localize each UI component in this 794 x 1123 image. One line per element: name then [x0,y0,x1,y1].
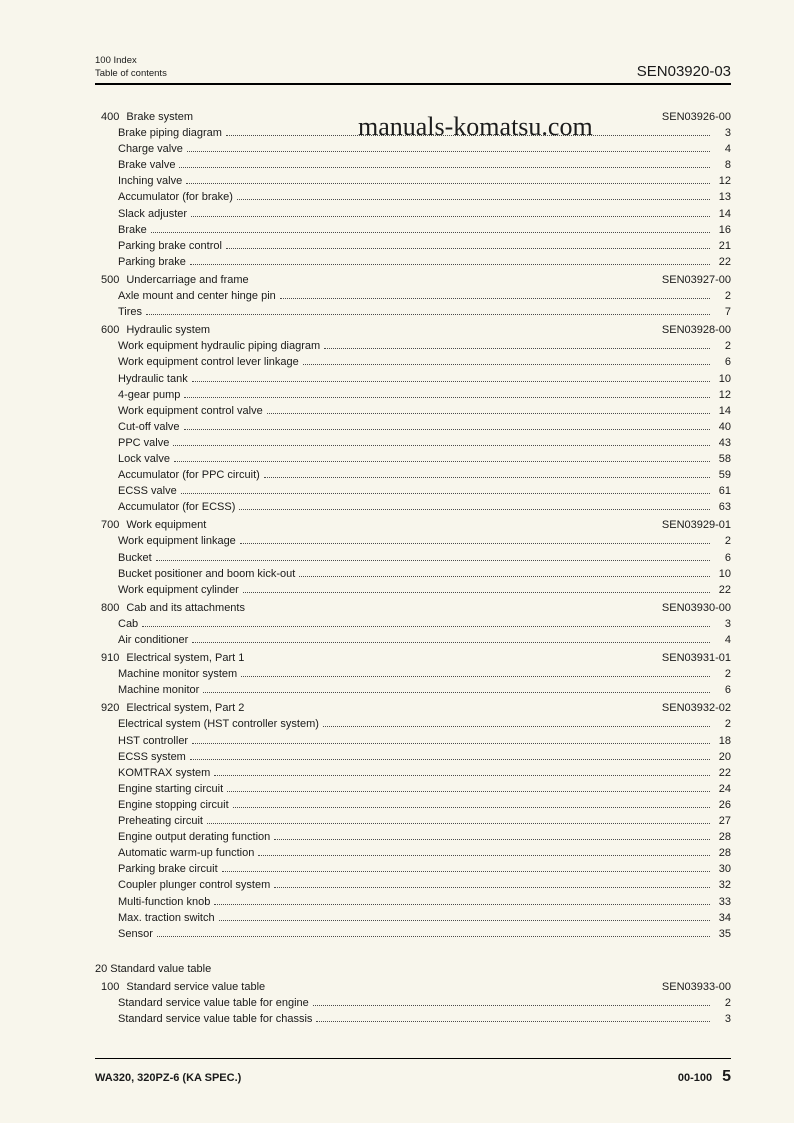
toc-entry [95,765,731,781]
toc-entry-title: Standard service value table for chassis [118,1013,313,1026]
toc-entry [95,797,731,813]
toc-entry-page: 16 [718,223,731,236]
toc-entry-title: Hydraulic tank [118,372,188,385]
toc-entry-page: 6 [724,356,731,369]
toc-entry-page: 43 [718,436,731,449]
toc-entry-title: ECSS system [118,750,186,763]
dot-leader [222,871,710,872]
toc-entry [95,616,731,632]
toc-section-number: 500 [101,273,120,286]
dot-leader [240,543,710,544]
toc-section-name: Work equipment [126,519,207,532]
toc-entry-page: 3 [724,127,731,140]
toc-entry-page: 27 [718,815,731,828]
dot-leader [151,232,710,233]
dot-leader [190,759,710,760]
toc-entry-title: Work equipment control valve [118,404,263,417]
toc-entry-title: Slack adjuster [118,207,188,220]
toc-entry [95,749,731,765]
toc-entry [95,419,731,435]
toc-entry-page: 26 [718,798,731,811]
toc-entry [95,682,731,698]
toc-entry-page: 12 [718,175,731,188]
dot-leader [192,642,710,643]
toc-section-name: Hydraulic system [126,324,211,337]
toc-entry-page: 6 [724,684,731,697]
toc-section-number: 700 [101,519,120,532]
toc-entry-page: 22 [718,255,731,268]
toc-entry [95,238,731,254]
toc-entry-page: 2 [724,535,731,548]
toc-section-title [101,517,206,533]
dot-leader [233,807,710,808]
toc-entry-title: Machine monitor system [118,668,238,681]
toc-section-title [101,272,249,288]
header-doc-number: SEN03920-03 [636,63,731,80]
toc-entry-title: Engine output derating function [118,831,271,844]
toc-entry-title: Parking brake control [118,239,222,252]
toc-section-title [101,700,244,716]
toc-entry-page: 58 [718,452,731,465]
dot-leader [184,429,710,430]
toc-section-title [101,600,245,616]
dot-leader [267,413,710,414]
toc-entry-page: 10 [718,372,731,385]
toc-entry-title: Parking brake circuit [118,863,218,876]
dot-leader [219,920,710,921]
dot-leader [207,823,710,824]
dot-leader [192,381,710,382]
toc-entry [95,387,731,403]
toc-section-heading [95,322,731,338]
toc-entry-title: Cab [118,617,139,630]
toc-entry-title: Work equipment linkage [118,535,236,548]
document-page [95,0,731,1123]
toc-entry-page: 2 [724,718,731,731]
toc-entry-title: Brake piping diagram [118,127,222,140]
dot-leader [214,904,710,905]
toc-entry-page: 35 [718,927,731,940]
dot-leader [227,791,710,792]
toc-section-heading [95,600,731,616]
dot-leader [237,199,710,200]
toc-entry-title: Engine starting circuit [118,782,224,795]
dot-leader [264,477,710,478]
toc-section-number: 400 [101,111,120,123]
toc-entry-title: Air conditioner [118,634,189,646]
dot-leader [303,364,710,365]
dot-leader [241,676,710,677]
toc-section-name: Undercarriage and frame [126,273,249,286]
toc-entry-title: Inching valve [118,175,183,188]
toc-entry [95,877,731,893]
toc-entry [95,189,731,205]
toc-entry [95,813,731,829]
toc-entry-title: Cut-off valve [118,420,180,433]
toc-entry-title: Max. traction switch [118,911,215,924]
toc-entry-page: 34 [718,911,731,924]
toc-entry-page: 4 [724,143,731,156]
toc-section-code: SEN03933-00 [661,980,731,993]
toc-entry-page: 21 [718,239,731,252]
toc-entry-title: Multi-function knob [118,895,211,908]
toc-entry [95,566,731,582]
toc-entry [95,733,731,749]
toc-entry-page: 12 [718,388,731,401]
toc-section-code: SEN03928-00 [661,324,731,337]
toc-entry [95,354,731,370]
toc-section-heading [95,517,731,533]
toc-entry [95,550,731,566]
toc-section-name: Cab and its attachments [126,601,245,614]
toc-entry [95,288,731,304]
toc-entry [95,483,731,499]
toc-entry [95,206,731,222]
header-subtitle: Table of contents [95,68,167,79]
footer-page-info [678,1068,731,1086]
dot-leader [203,692,710,693]
toc-entry-page: 22 [718,583,731,596]
toc-entry [95,632,731,648]
header-section-label: 100 Index [95,55,137,66]
toc-section-name: Electrical system, Part 1 [126,652,245,665]
dot-leader [174,461,710,462]
toc-section-name: Standard service value table [126,980,266,993]
toc-entry-page: 3 [724,617,731,630]
toc-entry [95,403,731,419]
toc-entry-page: 8 [724,159,731,172]
toc-entry-page: 22 [718,766,731,779]
toc-section-code: SEN03927-00 [661,273,731,286]
toc-entry-page: 59 [718,469,731,482]
dot-leader [323,726,710,727]
toc-entry-title: Preheating circuit [118,815,203,828]
dot-leader [181,493,710,494]
toc-section-title [101,650,244,666]
toc-entry-title: Machine monitor [118,684,200,697]
dot-leader [179,167,710,168]
toc-entry-page: 2 [724,668,731,681]
toc-section-name: Electrical system, Part 2 [126,702,245,715]
header-left [95,54,167,80]
dot-leader [173,445,710,446]
toc-entry-title: Coupler plunger control system [118,879,271,892]
toc-entry [95,499,731,515]
toc-entry-title: Tires [118,306,143,319]
toc-entry-title: Electrical system (HST controller system) [118,718,319,731]
toc-entry [95,995,731,1011]
toc-entry [95,861,731,877]
dot-leader [316,1021,710,1022]
toc-entry-page: 18 [718,734,731,747]
toc-section-number: 100 [101,980,120,993]
toc-entry-page: 28 [718,847,731,860]
toc-entry-page: 33 [718,895,731,908]
toc-entry [95,829,731,845]
dot-leader [191,216,710,217]
dot-leader [192,743,710,744]
dot-leader [280,298,710,299]
toc-entry-title: Work equipment control lever linkage [118,356,299,369]
dot-leader [274,887,710,888]
dot-leader [156,560,710,561]
toc-entry-page: 61 [718,485,731,498]
toc-entry [95,371,731,387]
toc-entry-title: Accumulator (for ECSS) [118,501,236,514]
toc-section-number: 920 [101,702,120,715]
dot-leader [299,576,710,577]
toc-entry-page: 2 [724,340,731,353]
toc-section-name: Brake system [126,111,193,123]
toc-entry-title: PPC valve [118,436,170,449]
toc-entry-title: Work equipment cylinder [118,583,239,596]
dot-leader [190,264,710,265]
toc-entry-title: ECSS valve [118,485,177,498]
toc-entry [95,666,731,682]
dot-leader [274,839,710,840]
dot-leader [324,348,710,349]
toc-entry [95,141,731,157]
toc-entry-title: KOMTRAX system [118,766,211,779]
toc-entry-title: Bucket positioner and boom kick-out [118,567,296,580]
toc-entry [95,157,731,173]
toc-section-code: SEN03931-01 [661,652,731,665]
toc-section-number: 800 [101,601,120,614]
toc-entry-title: Accumulator (for brake) [118,191,233,204]
toc-section-code: SEN03930-00 [661,601,731,614]
toc-entry [95,435,731,451]
toc-entry [95,781,731,797]
toc-entry-title: Automatic warm-up function [118,847,255,860]
toc-entry-page: 3 [724,1013,731,1026]
toc-entry [95,173,731,189]
page-header [95,0,731,80]
dot-leader [243,592,710,593]
toc-entry [95,222,731,238]
toc-entry-page: 14 [718,207,731,220]
toc-entry-page: 14 [718,404,731,417]
toc-entry-page: 63 [718,501,731,514]
toc-entry [95,533,731,549]
toc-entry [95,467,731,483]
toc-section-title [101,109,193,125]
toc-entry [95,338,731,354]
toc-entry-page: 2 [724,996,731,1009]
toc-entry-title: Work equipment hydraulic piping diagram [118,340,321,353]
toc-entry-title: Axle mount and center hinge pin [118,290,276,303]
toc-entry-page: 4 [724,634,731,646]
dot-leader [226,248,710,249]
toc-entry [95,254,731,270]
watermark-text: manuals-komatsu.com [358,112,593,141]
dot-leader [146,314,710,315]
footer-model-label: WA320, 320PZ-6 (KA SPEC.) [95,1072,242,1084]
toc-section-title [101,322,210,338]
toc-entry [95,716,731,732]
toc-section-code: SEN03926-00 [661,111,731,123]
toc-section-number: 910 [101,652,120,665]
dot-leader [313,1005,710,1006]
toc-entry-title: Brake [118,223,147,236]
toc-entry-title: HST controller [118,734,189,747]
toc-entry [95,304,731,320]
footer-page-code: 00-100 [677,1072,713,1084]
toc-entry-page: 40 [718,420,731,433]
toc-entry-title: Bucket [118,551,152,564]
toc-entry-title: Brake valve [118,159,176,172]
footer-page-number: 5 [722,1068,731,1085]
dot-leader [214,775,710,776]
toc-entry [95,845,731,861]
dot-leader [157,936,710,937]
dot-leader [142,626,710,627]
toc-entry-title: Engine stopping circuit [118,798,229,811]
toc-entry-title: 4-gear pump [118,388,181,401]
toc-section-heading [95,979,731,995]
toc-entry [95,582,731,598]
toc-section-heading [95,272,731,288]
toc-entry [95,894,731,910]
toc-entry-page: 24 [718,782,731,795]
toc-entry [95,926,731,942]
toc-entry-title: Parking brake [118,255,186,268]
dot-leader [187,151,710,152]
dot-leader [186,183,710,184]
toc-entry-page: 28 [718,831,731,844]
toc-entry-title: Charge valve [118,143,183,156]
toc-section-number: 600 [101,324,120,337]
header-rule [95,83,731,85]
toc-entry [95,451,731,467]
toc-entry-page: 6 [724,551,731,564]
dot-leader [184,397,710,398]
dot-leader [239,509,710,510]
toc-entry-title: Sensor [118,927,153,940]
toc-entry-page: 32 [718,879,731,892]
toc-entry-page: 20 [718,750,731,763]
toc-part-heading: 20 Standard value table [95,962,212,975]
toc-entry [95,910,731,926]
toc-section-code: SEN03929-01 [661,519,731,532]
toc-entry-page: 7 [724,306,731,319]
toc-entry [95,1011,731,1027]
toc-section-code: SEN03932-02 [661,702,731,715]
toc-entry-title: Standard service value table for engine [118,996,309,1009]
toc-entry-page: 2 [724,290,731,303]
toc-section-heading [95,650,731,666]
toc-entry-page: 13 [718,191,731,204]
page-footer [95,1058,731,1086]
toc-entry-title: Lock valve [118,452,170,465]
dot-leader [258,855,710,856]
toc-entry-title: Accumulator (for PPC circuit) [118,469,260,482]
toc-section-heading [95,700,731,716]
toc-entry-page: 10 [718,567,731,580]
toc-section-title [101,979,265,995]
table-of-contents [95,109,731,1027]
toc-entry-page: 30 [718,863,731,876]
